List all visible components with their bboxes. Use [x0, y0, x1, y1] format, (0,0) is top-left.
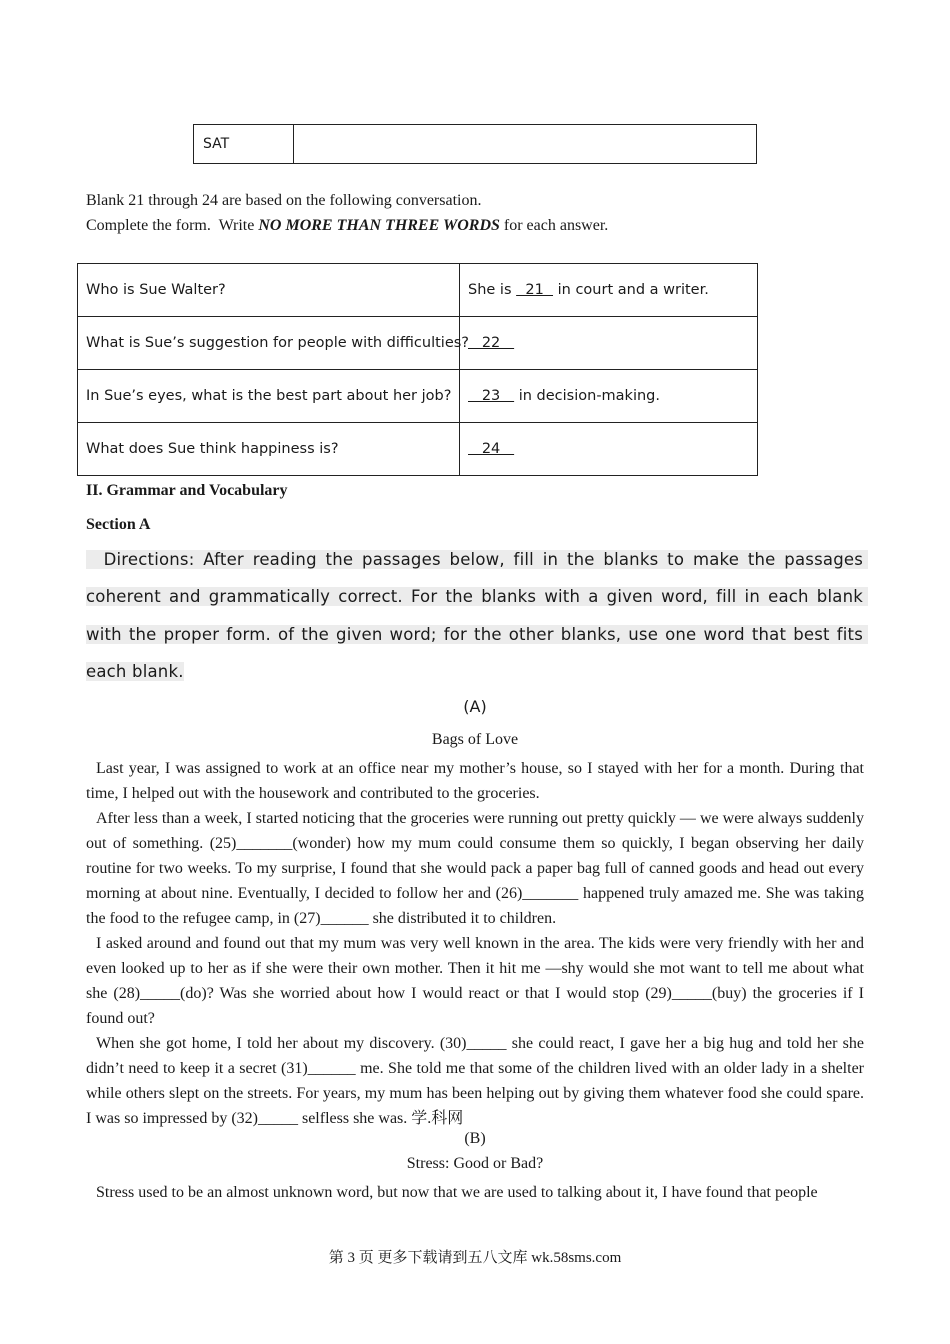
form-question: What is Sue’s suggestion for people with difficulties? [78, 317, 460, 370]
sat-label: SAT [194, 125, 294, 164]
passage-a-label: (A) [463, 697, 487, 716]
passage-b-label: (B) [464, 1130, 486, 1147]
section-a-heading: Section A [86, 516, 151, 533]
intro-line-2 [86, 216, 608, 236]
blank-24[interactable]: 24 [468, 441, 515, 457]
form-answer [460, 264, 758, 317]
intro-emphasis: NO MORE THAN THREE WORDS [258, 217, 500, 234]
intro-line-1: Blank 21 through 24 are based on the following conversation. [86, 192, 482, 209]
form-row [78, 370, 758, 423]
paragraph: When she got home, I told her about my discovery. (30)_____ she could react, I gave her a big hug and told her she didn’t need to keep it a secret (31)______ me. She told me that some of the children lived with an older lady in a shelter while others slept on the streets. For years, my mum has been helping out by giving them whatever food she could spare. I was so impressed by (32)_____ selfless she was. 学.科网 [86, 1035, 864, 1127]
paragraph: Stress used to be an almost unknown word, but now that we are used to talking about it, I have found that people [96, 1184, 818, 1201]
paragraph: After less than a week, I started noticing that the groceries were running out pretty quickly — we were always suddenly out of something. (25)_______(wonder) how my mum could consume them so quickly, I began observing her daily routine for two weeks. To my surprise, I found that she would pack a paper bag full of canned goods and head out every morning at about nine. Eventually, I decided to follow her and (26)_______ happened truly amazed me. She was taking the food to the refugee camp, in (27)______ she distributed it to children. [86, 810, 864, 927]
sat-value [294, 125, 757, 164]
intro-line-2-prefix: Complete the form. Write [86, 217, 259, 234]
form-question: Who is Sue Walter? [78, 264, 460, 317]
paragraph: Last year, I was assigned to work at an office near my mother’s house, so I stayed with her for a month. During that time, I helped out with the housework and contributed to the groceries. [86, 760, 864, 802]
passage-a-body [86, 756, 864, 1131]
answer-post: in decision-making. [514, 388, 660, 404]
form-row [78, 317, 758, 370]
section-heading: II. Grammar and Vocabulary [86, 482, 288, 499]
form-question: What does Sue think happiness is? [78, 423, 460, 476]
directions [86, 541, 869, 690]
blank-21[interactable]: 21 [516, 282, 554, 298]
answer-pre: She is [468, 282, 517, 298]
form-answer [460, 317, 758, 370]
page-footer: 第 3 页 更多下载请到五八文库 wk.58sms.com [328, 1250, 622, 1266]
passage-a-title: Bags of Love [431, 731, 519, 748]
passage-b-body [86, 1180, 864, 1205]
answer-post: in court and a writer. [553, 282, 709, 298]
intro-line-2-suffix: for each answer. [499, 217, 609, 234]
passage-b-title: Stress: Good or Bad? [406, 1155, 544, 1172]
form-table [77, 263, 758, 476]
blank-23[interactable]: 23 [468, 388, 515, 404]
form-row [78, 264, 758, 317]
sat-table [193, 124, 757, 164]
form-answer [460, 370, 758, 423]
form-question: In Sue’s eyes, what is the best part about her job? [78, 370, 460, 423]
blank-22[interactable]: 22 [468, 335, 515, 351]
directions-text: Directions: After reading the passages below, fill in the blanks to make the passages coherent and grammatically correct. For the blanks with a given word, fill in each blank with the proper form. of the given word; for the other blanks, use one word that best fits each blank. [86, 550, 869, 681]
form-row [78, 423, 758, 476]
form-answer [460, 423, 758, 476]
paragraph: I asked around and found out that my mum was very well known in the area. The kids were very friendly with her and even looked up to her as if she were their own mother. Then it hit me —shy would she mot want to tell me about what she (28)_____(do)? Was she worried about how I would react or that I would stop (29)_____(buy) the groceries if I found out? [86, 935, 864, 1027]
